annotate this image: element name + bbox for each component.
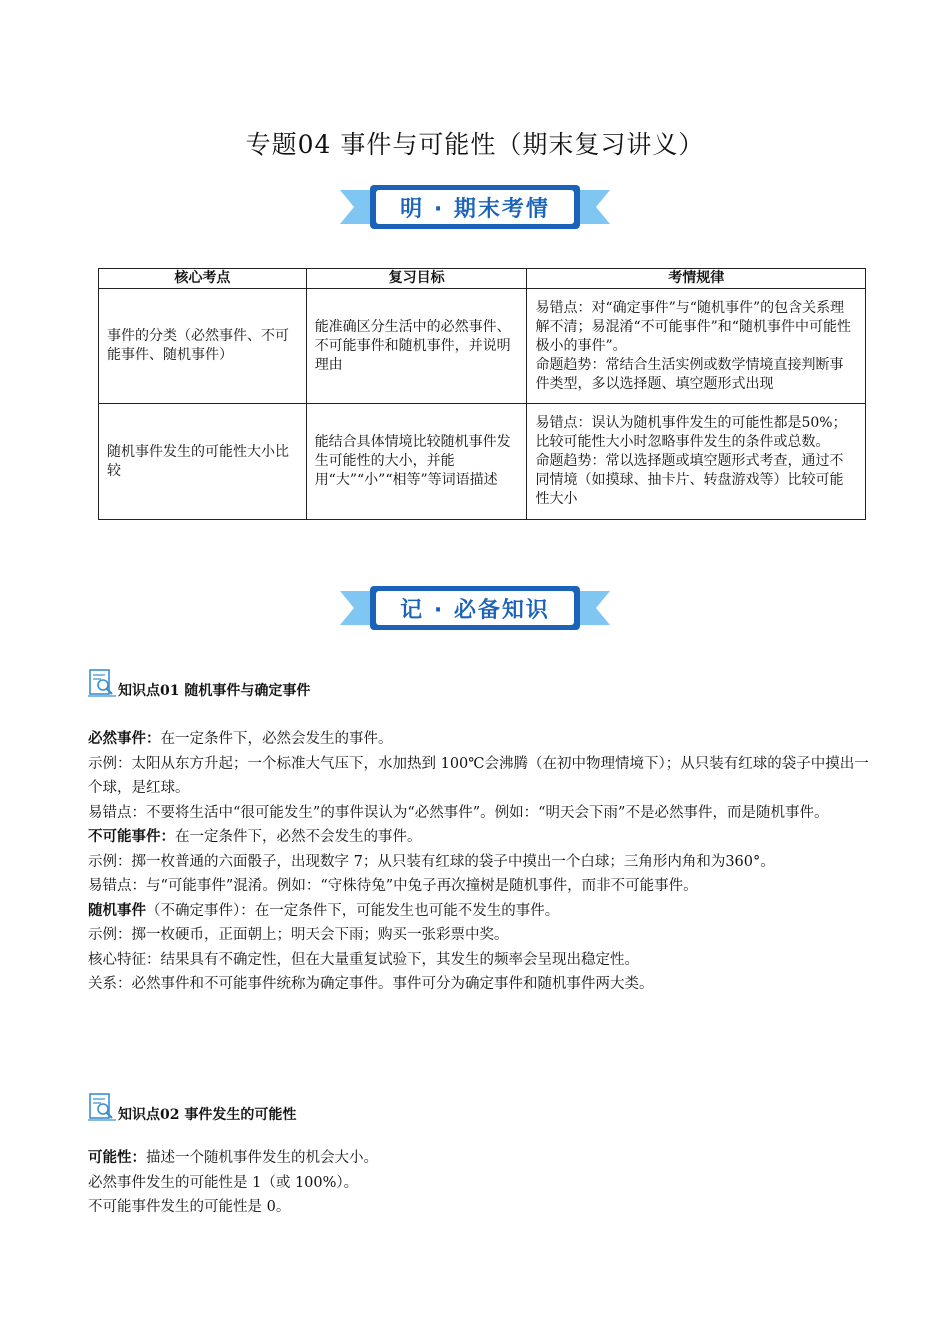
banner-title: 记 · 必备知识	[400, 598, 550, 623]
definition-text: 在一定条件下，必然不会发生的事件。	[175, 829, 422, 845]
knowledge-point-title: 知识点01 随机事件与确定事件	[118, 683, 311, 699]
table-cell-pattern	[527, 289, 866, 404]
example-text: 示例：太阳从东方升起；一个标准大气压下，水加热到 100℃会沸腾（在初中物理情境下）；从只装有红球的袋子中摸出一个球，是红球。	[88, 755, 869, 796]
magnifier-document-icon	[88, 668, 118, 698]
feature-note: 核心特征：结果具有不确定性，但在大量重复试验下，其发生的频率会呈现出稳定性。	[88, 951, 639, 968]
definition-random-event	[88, 899, 878, 924]
section-banner-exam	[340, 182, 610, 232]
definition-impossible-event	[88, 825, 878, 850]
table-cell-topic: 随机事件发生的可能性大小比较	[99, 404, 307, 520]
possibility-impossible: 不可能事件发生的可能性是 0。	[88, 1199, 291, 1215]
term-label: 随机事件	[88, 901, 146, 919]
banner-title: 明 · 期末考情	[400, 197, 550, 222]
pattern-trend: 命题趋势：常结合生活实例或数学情境直接判断事件类型，多以选择题、填空题形式出现	[535, 356, 844, 392]
magnifier-document-icon	[88, 1092, 118, 1122]
error-note: 易错点：与“可能事件”混淆。例如：“守株待兔”中兔子再次撞树是随机事件，而非不可能事件。	[88, 878, 698, 894]
pattern-trend: 命题趋势：常以选择题或填空题形式考查，通过不同情境（如摸球、抽卡片、转盘游戏等）比较可能性大小	[535, 453, 844, 507]
table-cell-goal: 能结合具体情境比较随机事件发生可能性的大小，并能用“大”“小”“相等”等词语描述	[306, 404, 527, 520]
pattern-error: 易错点：对“确定事件”与“随机事件”的包含关系理解不清；易混淆“不可能事件”和“随机事件中可能性极小的事件”。	[535, 299, 851, 354]
example-text: 示例：掷一枚普通的六面骰子，出现数字 7；从只装有红球的袋子中摸出一个白球；三角形内角和为360°。	[88, 853, 775, 870]
definition-text: （不确定事件）：在一定条件下，可能发生也可能不发生的事件。	[146, 902, 560, 919]
knowledge-point-2-body	[88, 1146, 878, 1220]
section-banner-knowledge	[340, 583, 610, 633]
table-header-row	[99, 269, 866, 289]
table-header: 考情规律	[527, 269, 866, 289]
table-cell-topic: 事件的分类（必然事件、不可能事件、随机事件）	[99, 289, 307, 404]
possibility-certain: 必然事件发生的可能性是 1（或 100%）。	[88, 1174, 359, 1191]
table-cell-pattern	[527, 404, 866, 520]
example-text: 示例：掷一枚硬币，正面朝上；明天会下雨；购买一张彩票中奖。	[88, 927, 509, 943]
error-note: 易错点：不要将生活中“很可能发生”的事件误认为“必然事件”。例如：“明天会下雨”不是必然事件，而是随机事件。	[88, 804, 829, 821]
definition-text: 描述一个随机事件发生的机会大小。	[146, 1150, 378, 1166]
page-title: 专题04 事件与可能性（期末复习讲义）	[245, 130, 705, 159]
table-row	[99, 289, 866, 404]
exam-overview-table	[98, 268, 866, 520]
table-header: 核心考点	[99, 269, 307, 289]
definition-possibility	[88, 1146, 878, 1171]
term-label: 必然事件：	[88, 730, 161, 747]
definition-text: 在一定条件下，必然会发生的事件。	[160, 731, 393, 747]
table-row	[99, 404, 866, 520]
term-label: 可能性：	[88, 1149, 146, 1166]
knowledge-point-1-body	[88, 727, 878, 997]
pattern-error: 易错点：误认为随机事件发生的可能性都是50%；比较可能性大小时忽略事件发生的条件或总数。	[535, 415, 847, 450]
term-label: 不可能事件：	[88, 828, 175, 845]
relation-note: 关系：必然事件和不可能事件统称为确定事件。事件可分为确定事件和随机事件两大类。	[88, 976, 654, 992]
table-cell-goal: 能准确区分生活中的必然事件、不可能事件和随机事件，并说明理由	[306, 289, 527, 404]
table-header: 复习目标	[306, 269, 527, 289]
knowledge-point-title: 知识点02 事件发生的可能性	[118, 1107, 297, 1123]
definition-certain-event	[88, 727, 878, 752]
